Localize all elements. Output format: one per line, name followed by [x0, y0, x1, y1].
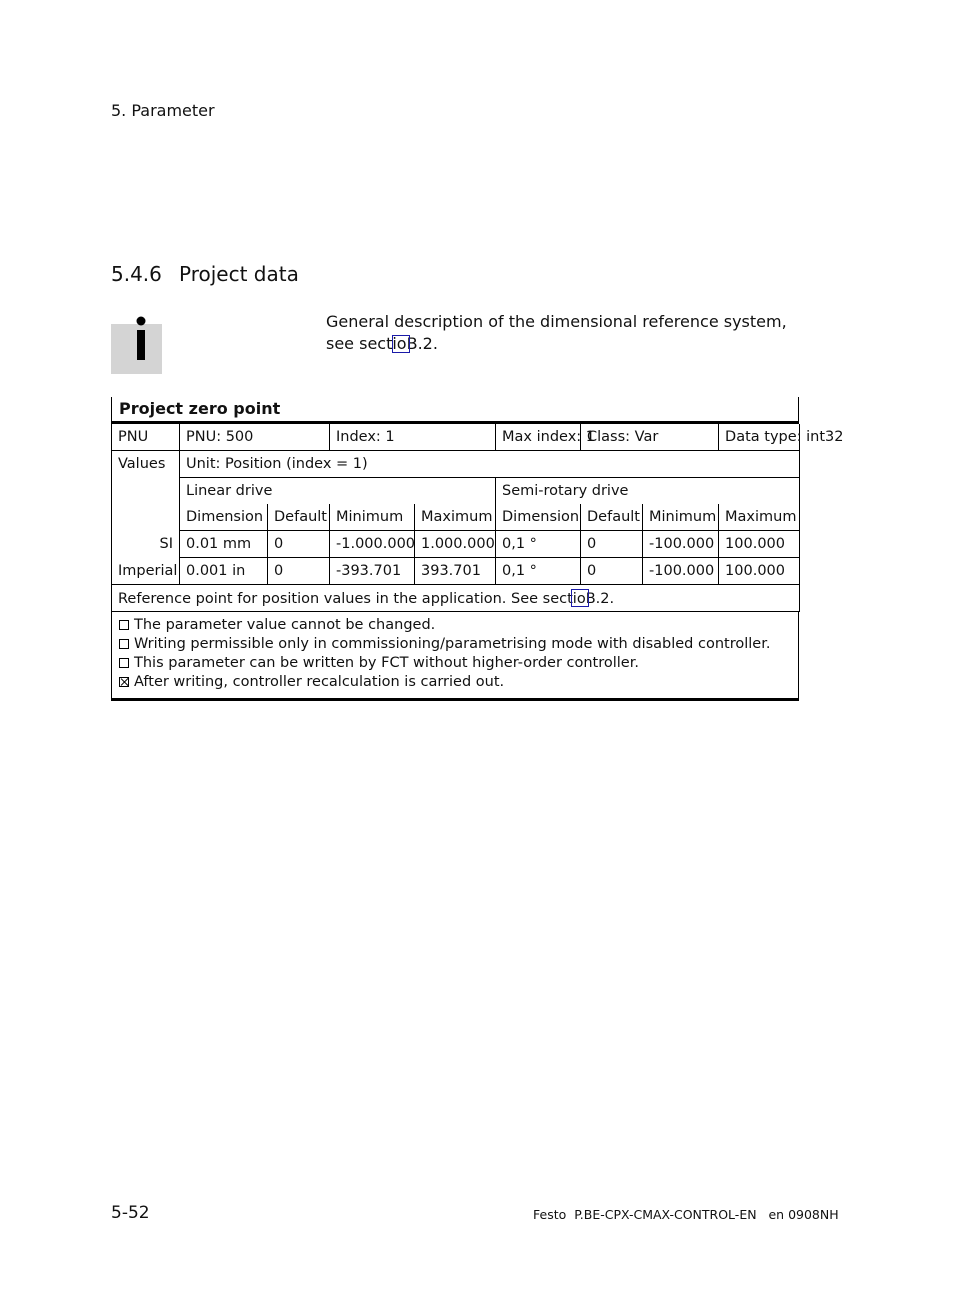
- values-label: Values: [112, 451, 180, 478]
- reference-row: [112, 585, 800, 612]
- table-cell: 0,1 °: [496, 531, 581, 558]
- column-header: Default: [268, 504, 330, 531]
- table-cell: -393.701: [330, 558, 415, 585]
- list-item: This parameter can be written by FCT without higher-order controller.: [119, 654, 791, 673]
- column-header: Minimum: [330, 504, 415, 531]
- table-cell: 0,1 °: [496, 558, 581, 585]
- pnu-value: PNU: 500: [180, 424, 330, 451]
- table-cell: 1.000.000: [415, 531, 496, 558]
- column-header: Dimension: [496, 504, 581, 531]
- table-cell: -1.000.000: [330, 531, 415, 558]
- table-cell: 0: [268, 558, 330, 585]
- section-title: Project data: [179, 262, 299, 286]
- table-cell: 0.01 mm: [180, 531, 268, 558]
- column-header: Dimension: [180, 504, 268, 531]
- table-row: [112, 558, 800, 585]
- pnu-label: PNU: [112, 424, 180, 451]
- semi-rotary-drive-label: Semi-rotary drive: [496, 478, 800, 505]
- unit-row: [112, 451, 800, 478]
- table-cell: 0: [581, 531, 643, 558]
- cross-reference-link[interactable]: [571, 589, 589, 607]
- data-type-value: Data type: int32: [719, 424, 800, 451]
- pnu-row: [112, 424, 800, 451]
- list-item: After writing, controller recalculation is carried out.: [119, 673, 791, 692]
- parameter-table: [111, 397, 844, 701]
- column-header: Minimum: [643, 504, 719, 531]
- page-number: 5-52: [111, 1203, 150, 1223]
- table-cell: 393.701: [415, 558, 496, 585]
- info-icon: [111, 316, 162, 374]
- index-value: Index: 1: [330, 424, 496, 451]
- class-value: Class: Var: [581, 424, 719, 451]
- note-text: General description of the dimensional reference system, see sectioB.2.: [326, 312, 787, 353]
- column-header: Maximum: [719, 504, 800, 531]
- row-label: SI: [112, 531, 180, 558]
- table-cell: 100.000: [719, 558, 800, 585]
- table-cell: 0: [581, 558, 643, 585]
- list-item: Writing permissible only in commissioning/parametrising mode with disabled controller.: [119, 635, 791, 654]
- cross-reference-link[interactable]: [392, 335, 410, 353]
- reference-text: Reference point for position values in the application. See sectioB.2.: [112, 585, 800, 612]
- column-header: Default: [581, 504, 643, 531]
- table-row: [112, 531, 800, 558]
- section-number: 5.4.6: [111, 262, 162, 286]
- linear-drive-label: Linear drive: [180, 478, 496, 505]
- checkbox-list: [111, 612, 799, 701]
- max-index-value: Max index: 1: [496, 424, 581, 451]
- column-header: Maximum: [415, 504, 496, 531]
- list-item: The parameter value cannot be changed.: [119, 616, 791, 635]
- table-cell: -100.000: [643, 558, 719, 585]
- section-heading: [111, 262, 299, 286]
- table-cell: 100.000: [719, 531, 800, 558]
- table-cell: 0.001 in: [180, 558, 268, 585]
- table-cell: -100.000: [643, 531, 719, 558]
- table-title: Project zero point: [111, 397, 799, 424]
- running-head: 5. Parameter: [111, 101, 215, 120]
- checkbox-unchecked-icon: [119, 658, 129, 668]
- header-row: [112, 504, 800, 531]
- group-row: [112, 478, 800, 505]
- table-cell: 0: [268, 531, 330, 558]
- unit-value: Unit: Position (index = 1): [180, 451, 800, 478]
- row-label: Imperial: [112, 558, 180, 585]
- parameter-grid: [111, 424, 844, 612]
- checkbox-unchecked-icon: [119, 639, 129, 649]
- checkbox-checked-icon: [119, 677, 129, 687]
- document-id: Festo P.BE-CPX-CMAX-CONTROL-EN en 0908NH: [533, 1207, 839, 1222]
- checkbox-unchecked-icon: [119, 620, 129, 630]
